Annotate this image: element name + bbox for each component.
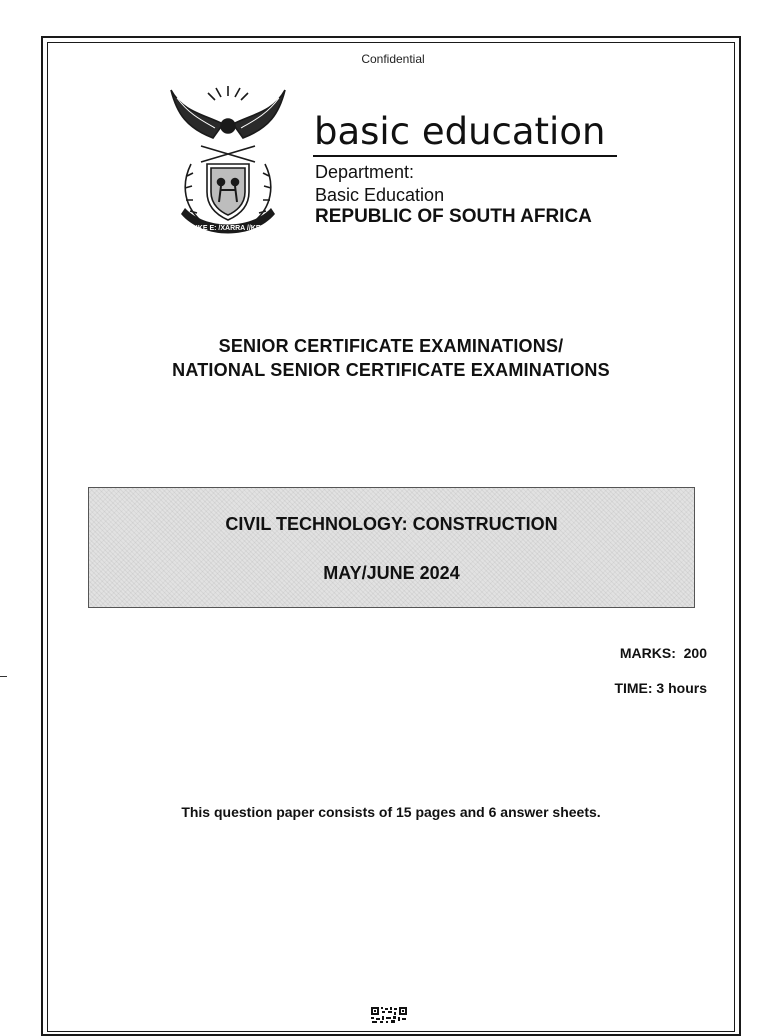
subject-box (88, 487, 695, 608)
subject-name: CIVIL TECHNOLOGY: CONSTRUCTION (225, 514, 558, 534)
exam-title-line-1: SENIOR CERTIFICATE EXAMINATIONS/ (218, 336, 564, 356)
brand-underline (313, 155, 617, 157)
marks-total: MARKS: 200 (619, 645, 707, 661)
brand-wordmark: basic education (314, 110, 606, 153)
motto-text: !KE E: /XARRA //KE (195, 225, 261, 232)
exam-session: MAY/JUNE 2024 (323, 563, 460, 583)
time-allowed: TIME: 3 hours (614, 680, 707, 696)
margin-mark (0, 676, 7, 677)
qr-code-icon (370, 1006, 408, 1024)
coat-of-arms-icon (163, 84, 293, 244)
exam-title-line-2: NATIONAL SENIOR CERTIFICATE EXAMINATIONS (172, 360, 610, 380)
department-label: Department: (315, 162, 415, 182)
department-name: Basic Education (315, 185, 445, 205)
page-count-note: This question paper consists of 15 pages and 6 answer sheets. (181, 804, 601, 820)
country-name: REPUBLIC OF SOUTH AFRICA (315, 206, 592, 227)
confidential-label: Confidential (361, 52, 425, 66)
